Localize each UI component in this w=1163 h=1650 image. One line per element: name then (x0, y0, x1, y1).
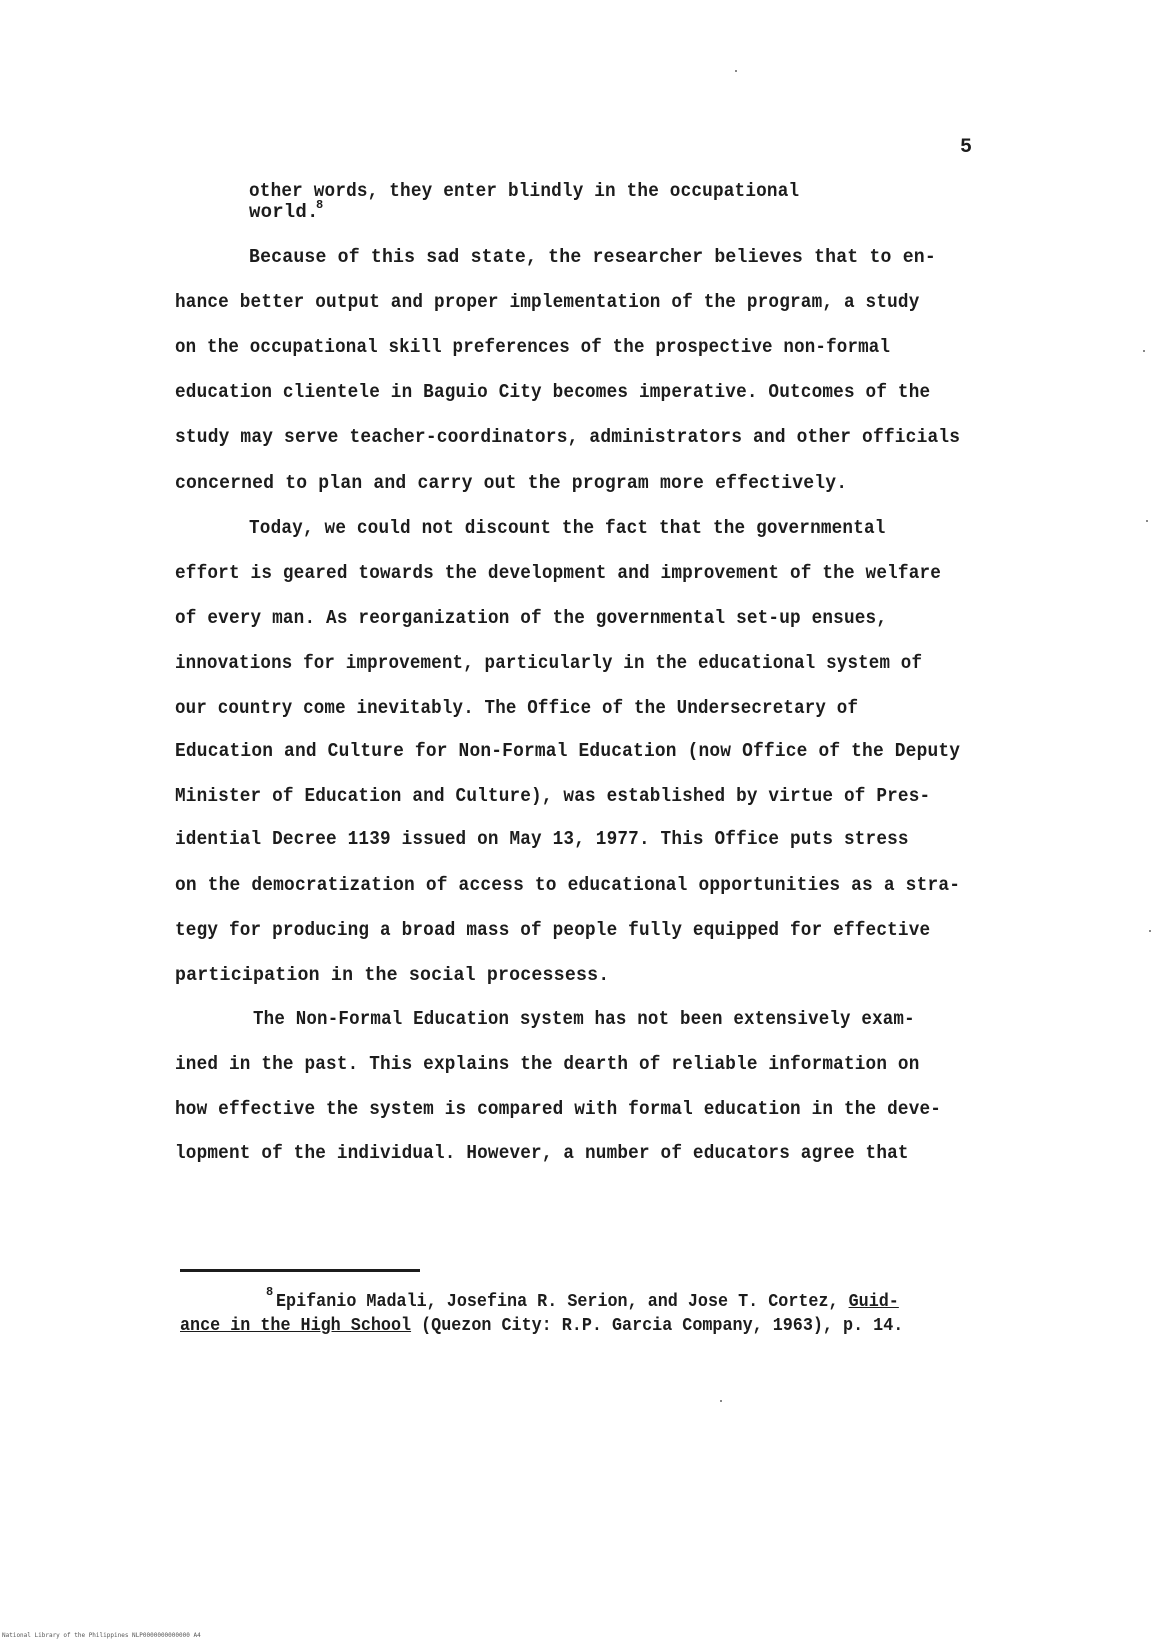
scan-artifact (735, 70, 737, 72)
footnote-line-1 (276, 1292, 899, 1312)
text-line: tegy for producing a broad mass of people fully equipped for effective (175, 919, 931, 941)
text-line: hance better output and proper implementation of the program, a study (175, 291, 920, 313)
scan-artifact (1149, 930, 1151, 932)
text-line: idential Decree 1139 issued on May 13, 1977. This Office puts stress (175, 828, 909, 850)
footnote-divider (180, 1269, 420, 1272)
scan-footer: National Library of the Philippines NLP0000000000000 A4 (2, 1632, 201, 1639)
footnote-book-title: Guid- (848, 1292, 899, 1312)
text-line: The Non-Formal Education system has not been extensively exam- (253, 1008, 915, 1030)
text-line: concerned to plan and carry out the program more effectively. (175, 472, 848, 494)
text-line: Today, we could not discount the fact that the governmental (249, 517, 886, 539)
text-line: education clientele in Baguio City becomes imperative. Outcomes of the (175, 381, 931, 403)
text-line: on the occupational skill preferences of the prospective non-formal (175, 336, 891, 358)
text-line: lopment of the individual. However, a number of educators agree that (175, 1142, 909, 1164)
footnote-citation-text: (Quezon City: R.P. Garcia Company, 1963), p. 14. (411, 1316, 904, 1336)
footnote-citation-text: Epifanio Madali, Josefina R. Serion, and Jose T. Cortez, (276, 1292, 849, 1312)
footnote-marker: 8 (266, 1285, 274, 1299)
footnote-reference: 8 (316, 198, 324, 212)
footnote-book-title: ance in the High School (180, 1316, 412, 1336)
text-line: world. (249, 201, 319, 223)
text-line: study may serve teacher-coordinators, administrators and other officials (175, 426, 961, 448)
text-line: other words, they enter blindly in the occupational (249, 180, 800, 202)
text-line: how effective the system is compared with formal education in the deve- (175, 1098, 942, 1120)
text-line: innovations for improvement, particularly in the educational system of (175, 652, 923, 674)
text-line: Because of this sad state, the researcher believes that to en- (249, 246, 936, 268)
text-line: effort is geared towards the development and improvement of the welfare (175, 562, 942, 584)
page-number: 5 (960, 136, 973, 159)
text-line: Minister of Education and Culture), was established by virtue of Pres- (175, 785, 931, 807)
scan-artifact (720, 1400, 722, 1402)
footnote-line-2 (180, 1316, 903, 1336)
scan-artifact (1143, 350, 1145, 352)
text-line: participation in the social processess. (175, 964, 610, 986)
text-line: ined in the past. This explains the dearth of reliable information on (175, 1053, 920, 1075)
text-line: of every man. As reorganization of the governmental set-up ensues, (175, 607, 888, 629)
text-line: Education and Culture for Non-Formal Education (now Office of the Deputy (175, 740, 961, 762)
text-line: our country come inevitably. The Office of the Undersecretary of (175, 697, 859, 719)
scan-artifact (1146, 520, 1148, 522)
text-line: on the democratization of access to educational opportunities as a stra- (175, 874, 961, 896)
